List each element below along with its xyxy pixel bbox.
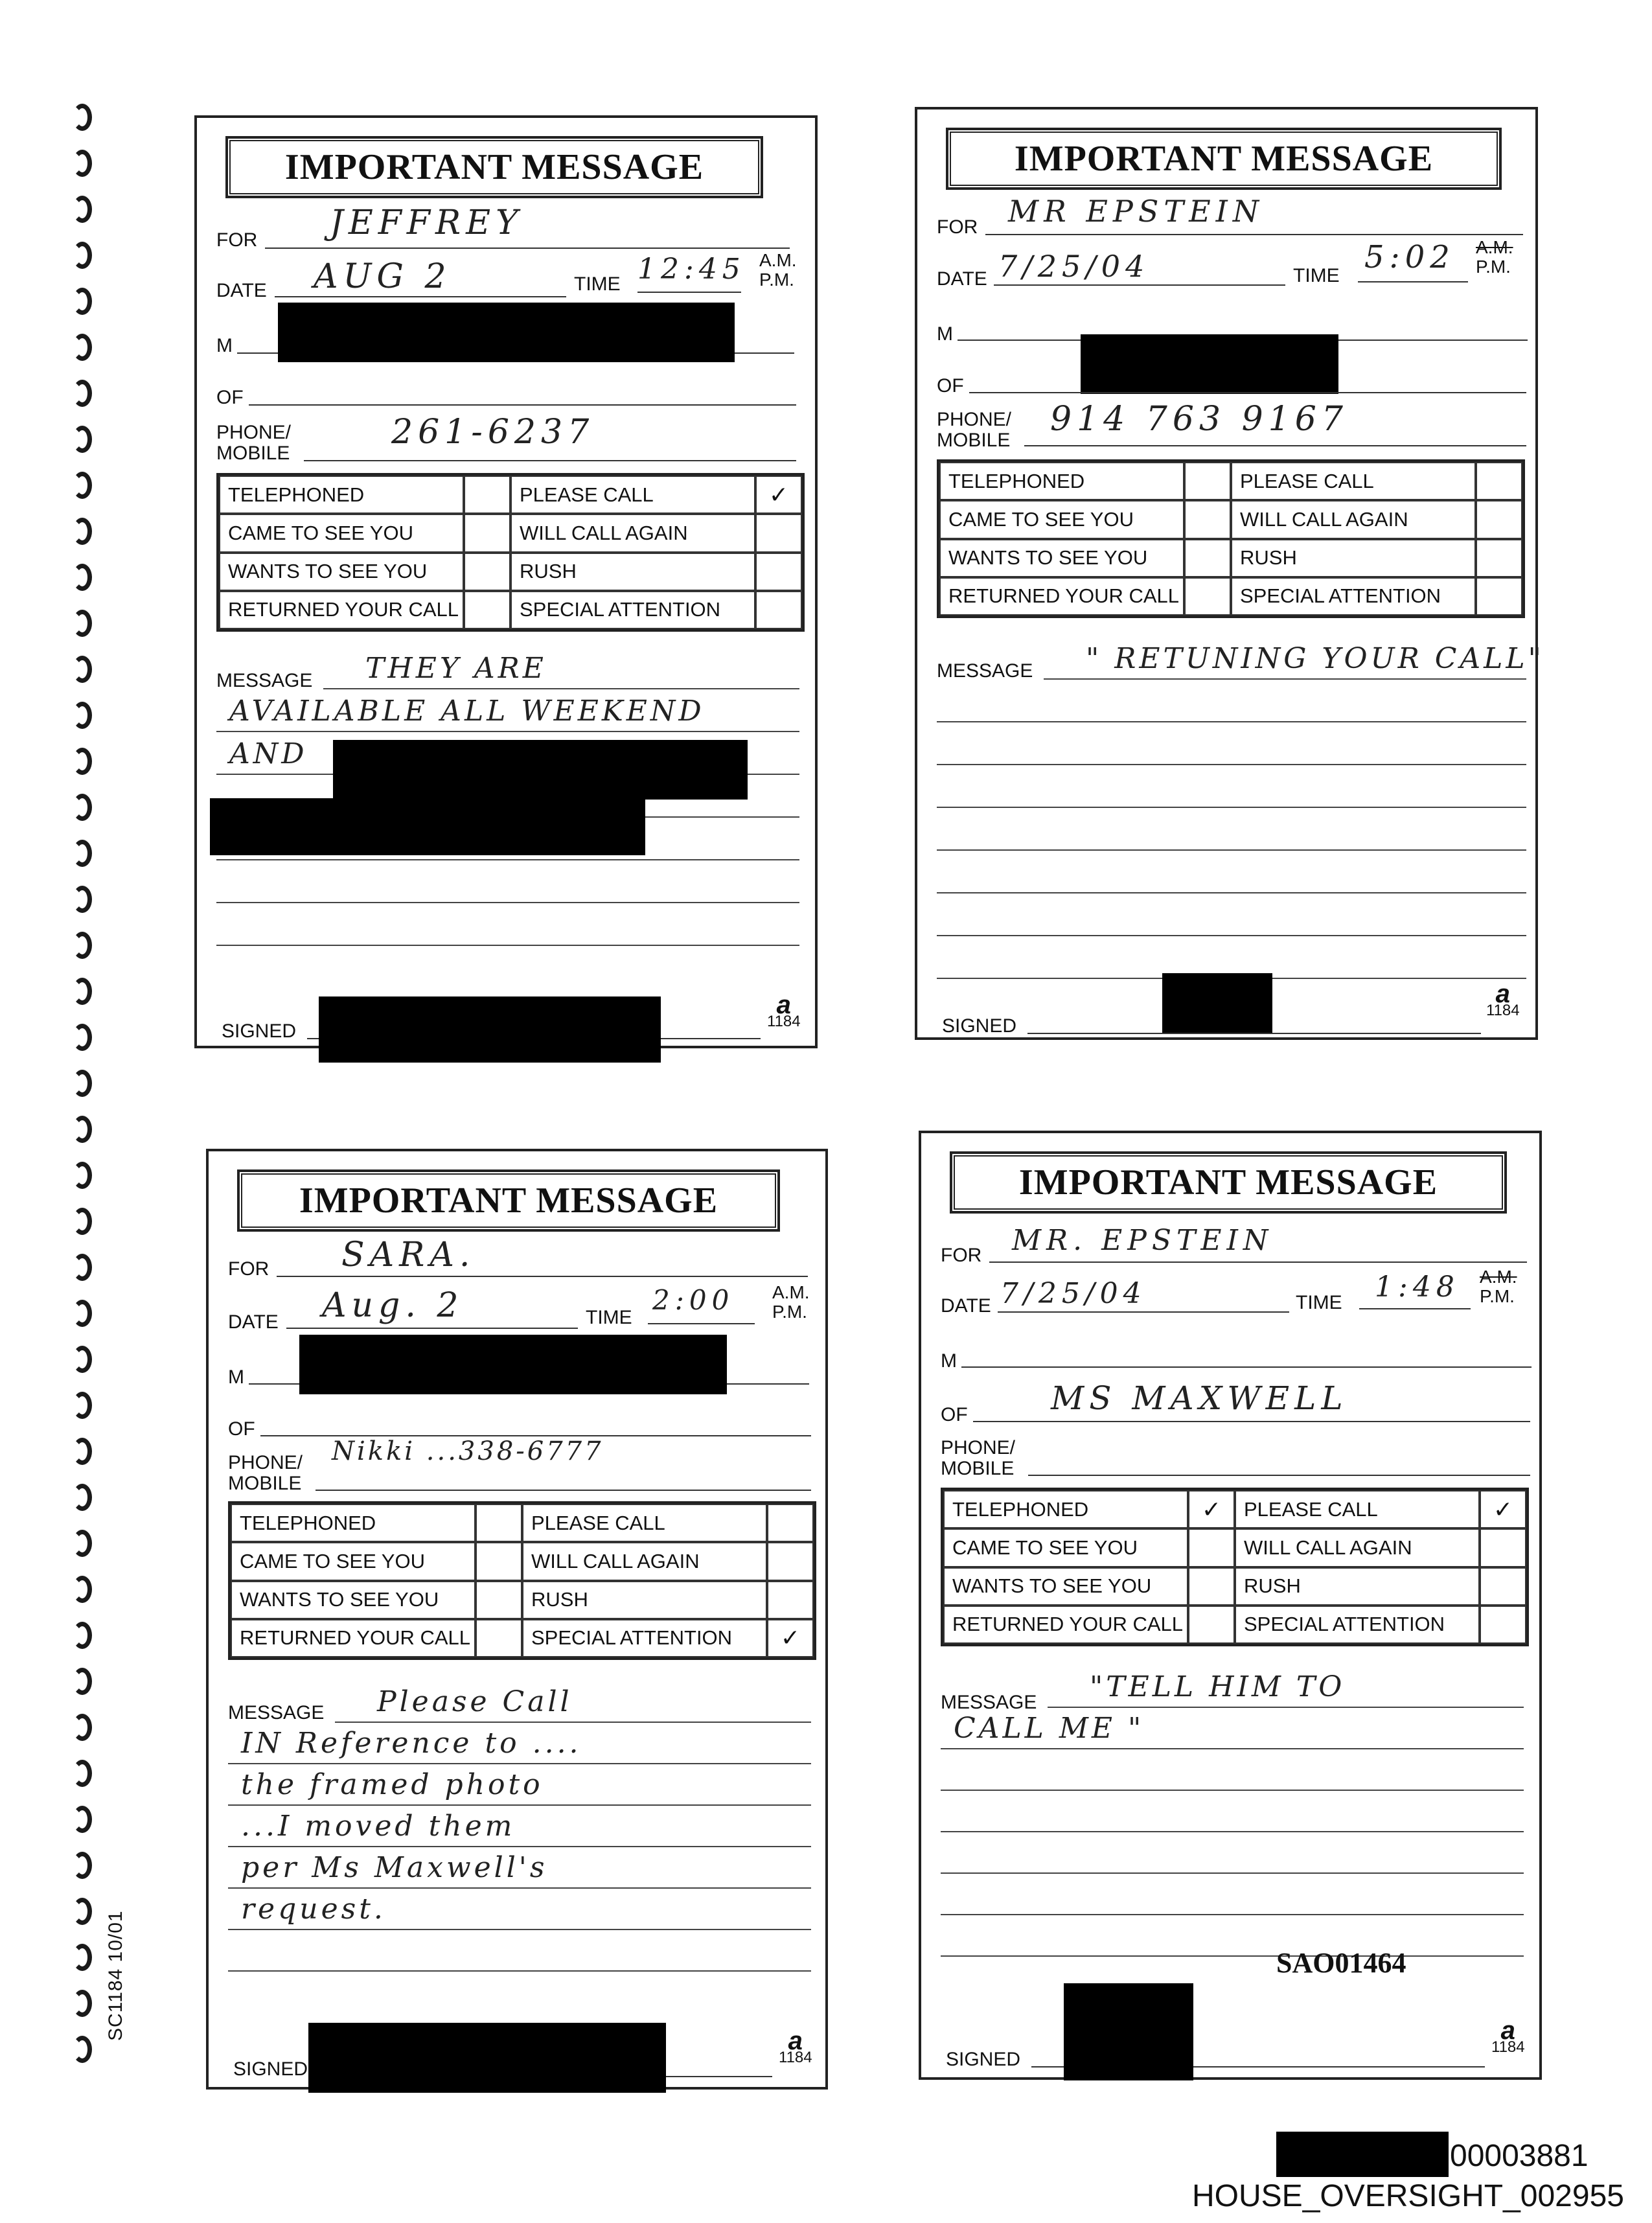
message-text: IN Reference to .... — [241, 1727, 582, 1760]
spiral-ring — [73, 1990, 92, 2017]
redaction — [1064, 1983, 1193, 2080]
time-label: TIME — [1296, 1292, 1342, 1313]
message-label: MESSAGE — [228, 1702, 325, 1723]
spiral-ring — [73, 1162, 92, 1189]
spiral-ring — [73, 1346, 92, 1373]
spiral-ring — [73, 794, 92, 821]
time-label: TIME — [1293, 265, 1340, 286]
am-pm: A.M. P.M. — [772, 1282, 810, 1322]
message-rule — [937, 849, 1526, 851]
spiral-ring — [73, 886, 92, 913]
checkbox — [1184, 500, 1231, 538]
redaction — [1162, 973, 1272, 1033]
message-text: ...I moved them — [241, 1810, 516, 1843]
date-label: DATE — [941, 1295, 991, 1317]
checkbox — [767, 1581, 814, 1619]
option-label: SPECIAL ATTENTION — [1235, 1606, 1480, 1644]
option-label: RETURNED YOUR CALL — [939, 577, 1184, 616]
message-rule — [228, 1763, 811, 1764]
spiral-ring — [73, 1576, 92, 1603]
time-label: TIME — [586, 1307, 632, 1328]
spiral-ring — [73, 610, 92, 637]
options-grid — [941, 1488, 1529, 1646]
date-label: DATE — [228, 1311, 279, 1333]
option-label: WANTS TO SEE YOU — [943, 1567, 1188, 1606]
spiral-binding — [67, 104, 100, 2099]
slip-title: IMPORTANT MESSAGE — [229, 140, 759, 194]
for-value: JEFFREY — [330, 203, 523, 242]
checkbox: ✓ — [1188, 1490, 1235, 1528]
spiral-ring — [73, 1300, 92, 1327]
spiral-ring — [73, 1760, 92, 1787]
spiral-ring — [73, 1254, 92, 1281]
option-label: PLEASE CALL — [1235, 1490, 1480, 1528]
checkbox — [755, 514, 802, 552]
spiral-ring — [73, 564, 92, 591]
signed-label: SIGNED — [942, 1015, 1017, 1037]
time-value: 5:02 — [1364, 239, 1455, 275]
message-rule — [941, 1914, 1524, 1915]
option-label: SPECIAL ATTENTION — [522, 1619, 767, 1657]
slip-title: IMPORTANT MESSAGE — [950, 132, 1498, 186]
message-rule — [937, 935, 1526, 936]
slip-header — [950, 1151, 1507, 1214]
spiral-ring — [73, 932, 92, 959]
option-label: WANTS TO SEE YOU — [231, 1581, 476, 1619]
option-label: WILL CALL AGAIN — [511, 514, 755, 552]
message-rule — [937, 892, 1526, 893]
message-text: request. — [241, 1893, 386, 1926]
spiral-ring — [73, 334, 92, 361]
option-label: SPECIAL ATTENTION — [511, 591, 755, 629]
spiral-ring — [73, 426, 92, 453]
logo: a 1184 — [1491, 2016, 1525, 2056]
checkbox: ✓ — [755, 476, 802, 514]
message-rule — [323, 688, 799, 689]
checkbox — [1184, 577, 1231, 616]
checkbox — [464, 476, 511, 514]
spiral-ring — [73, 1070, 92, 1097]
redaction — [333, 740, 748, 800]
message-rule — [335, 1722, 811, 1723]
message-text: per Ms Maxwell's — [241, 1851, 548, 1884]
message-rule — [216, 859, 799, 860]
phone-label: PHONE/ MOBILE — [941, 1437, 1016, 1479]
option-label: CAME TO SEE YOU — [231, 1542, 476, 1580]
option-label: RUSH — [511, 553, 755, 591]
checkbox — [1184, 539, 1231, 577]
checkbox — [1476, 500, 1522, 538]
message-label: MESSAGE — [937, 660, 1033, 682]
phone-label: PHONE/ MOBILE — [228, 1452, 303, 1494]
option-label: PLEASE CALL — [1231, 462, 1476, 500]
spiral-ring — [73, 1622, 92, 1649]
checkbox — [464, 553, 511, 591]
spiral-ring — [73, 288, 92, 315]
checkbox — [476, 1542, 522, 1580]
control-number: 00003881 — [1450, 2139, 1589, 2173]
spiral-ring — [73, 1806, 92, 1833]
sao-stamp: SAO01464 — [1276, 1947, 1406, 1979]
time-label: TIME — [574, 273, 621, 295]
option-label: RUSH — [1231, 539, 1476, 577]
slip-title: IMPORTANT MESSAGE — [954, 1155, 1503, 1210]
form-code: SC1184 10/01 — [105, 1910, 126, 2041]
spiral-ring — [73, 1208, 92, 1235]
phone-value: Nikki ...338-6777 — [332, 1436, 604, 1466]
message-rule — [228, 1970, 811, 1972]
option-label: PLEASE CALL — [522, 1504, 767, 1542]
option-label: TELEPHONED — [219, 476, 464, 514]
bates-number: HOUSE_OVERSIGHT_002955 — [1192, 2179, 1624, 2213]
option-label: WILL CALL AGAIN — [522, 1542, 767, 1580]
checkbox: ✓ — [1480, 1490, 1526, 1528]
signed-label: SIGNED — [222, 1020, 297, 1042]
for-label: FOR — [941, 1245, 982, 1266]
checkbox — [755, 553, 802, 591]
signed-label: SIGNED — [233, 2058, 308, 2080]
option-label: WANTS TO SEE YOU — [219, 553, 464, 591]
message-slip-3 — [206, 1149, 828, 2090]
for-label: FOR — [937, 216, 978, 238]
message-label: MESSAGE — [216, 670, 313, 691]
checkbox — [1480, 1528, 1526, 1567]
m-label: M — [937, 323, 953, 345]
am-pm: A.M. P.M. — [759, 250, 797, 290]
signed-label: SIGNED — [946, 2049, 1021, 2070]
option-label: WILL CALL AGAIN — [1231, 500, 1476, 538]
spiral-ring — [73, 1438, 92, 1465]
checkbox — [1476, 539, 1522, 577]
logo: a 1184 — [1486, 980, 1520, 1019]
option-label: RETURNED YOUR CALL — [943, 1606, 1188, 1644]
of-label: OF — [228, 1418, 255, 1440]
redaction — [210, 798, 645, 855]
spiral-ring — [73, 2036, 92, 2063]
date-value: 7/25/04 — [1000, 1277, 1147, 1310]
message-slip-1 — [194, 115, 818, 1048]
option-label: PLEASE CALL — [511, 476, 755, 514]
checkbox — [1188, 1606, 1235, 1644]
checkbox — [1188, 1567, 1235, 1606]
option-label: RUSH — [522, 1581, 767, 1619]
message-rule — [941, 1748, 1524, 1749]
for-value: MR EPSTEIN — [1008, 194, 1265, 229]
am-pm: A.M. P.M. — [1476, 237, 1513, 277]
message-rule — [1048, 1707, 1524, 1708]
time-value: 2:00 — [652, 1284, 735, 1316]
message-text: " RETUNING YOUR CALL" — [1086, 642, 1544, 675]
message-rule — [228, 1929, 811, 1930]
option-label: TELEPHONED — [231, 1504, 476, 1542]
date-label: DATE — [937, 268, 987, 290]
checkbox: ✓ — [767, 1619, 814, 1657]
spiral-ring — [73, 978, 92, 1005]
spiral-ring — [73, 1024, 92, 1051]
checkbox — [464, 591, 511, 629]
option-label: RETURNED YOUR CALL — [219, 591, 464, 629]
spiral-ring — [73, 748, 92, 775]
spiral-ring — [73, 702, 92, 729]
message-text: AVAILABLE ALL WEEKEND — [229, 695, 705, 728]
message-text: CALL ME " — [954, 1712, 1145, 1745]
checkbox — [464, 514, 511, 552]
date-value: 7/25/04 — [998, 249, 1150, 284]
spiral-ring — [73, 150, 92, 177]
options-grid — [937, 459, 1525, 618]
message-slip-4 — [919, 1131, 1542, 2080]
message-rule — [216, 945, 799, 946]
message-rule — [941, 1831, 1524, 1832]
message-rule — [216, 731, 799, 732]
m-label: M — [216, 335, 233, 356]
options-grid — [228, 1501, 816, 1660]
phone-label: PHONE/ MOBILE — [216, 422, 292, 464]
spiral-ring — [73, 518, 92, 545]
time-value: 1:48 — [1375, 1271, 1460, 1304]
message-text: THEY ARE — [365, 652, 547, 685]
message-rule — [1044, 678, 1526, 680]
redaction — [278, 303, 735, 362]
message-rule — [228, 1804, 811, 1806]
spiral-ring — [73, 1484, 92, 1511]
option-label: CAME TO SEE YOU — [939, 500, 1184, 538]
of-value: MS MAXWELL — [1051, 1379, 1348, 1417]
message-rule — [228, 1887, 811, 1889]
option-label: CAME TO SEE YOU — [943, 1528, 1188, 1567]
option-label: TELEPHONED — [939, 462, 1184, 500]
message-text: the framed photo — [241, 1768, 544, 1801]
checkbox — [1480, 1567, 1526, 1606]
of-label: OF — [216, 387, 244, 408]
option-label: RUSH — [1235, 1567, 1480, 1606]
spiral-ring — [73, 1668, 92, 1695]
message-rule — [228, 1846, 811, 1847]
message-slip-2 — [915, 107, 1544, 1040]
of-label: OF — [937, 375, 964, 397]
message-rule — [937, 764, 1526, 765]
checkbox — [1476, 577, 1522, 616]
spiral-ring — [73, 472, 92, 499]
spiral-ring — [73, 656, 92, 683]
time-value: 12:45 — [637, 253, 746, 286]
date-value: AUG 2 — [314, 257, 452, 296]
logo: a 1184 — [779, 2027, 812, 2066]
m-label: M — [228, 1366, 244, 1388]
redaction — [319, 996, 661, 1063]
for-value: MR. EPSTEIN — [1012, 1224, 1274, 1257]
message-rule — [216, 902, 799, 903]
option-label: WILL CALL AGAIN — [1235, 1528, 1480, 1567]
slip-header — [237, 1169, 780, 1232]
phone-label: PHONE/ MOBILE — [937, 409, 1012, 451]
for-value: SARA. — [341, 1236, 476, 1274]
option-label: WANTS TO SEE YOU — [939, 539, 1184, 577]
spiral-ring — [73, 1392, 92, 1419]
spiral-ring — [73, 196, 92, 223]
checkbox — [1184, 462, 1231, 500]
message-text: "TELL HIM TO — [1090, 1670, 1346, 1703]
date-value: Aug. 2 — [322, 1286, 464, 1325]
slip-header — [225, 136, 763, 198]
redaction — [1276, 2132, 1449, 2177]
message-rule — [941, 1790, 1524, 1791]
message-text: Please Call — [377, 1685, 573, 1718]
spiral-ring — [73, 1944, 92, 1971]
checkbox — [476, 1504, 522, 1542]
message-text: AND — [229, 737, 308, 770]
checkbox — [476, 1619, 522, 1657]
message-label: MESSAGE — [941, 1692, 1037, 1713]
phone-value: 261-6237 — [391, 413, 595, 452]
spiral-ring — [73, 1116, 92, 1143]
spiral-ring — [73, 1852, 92, 1879]
for-label: FOR — [216, 229, 258, 251]
option-label: TELEPHONED — [943, 1490, 1188, 1528]
option-label: RETURNED YOUR CALL — [231, 1619, 476, 1657]
checkbox — [1188, 1528, 1235, 1567]
spiral-ring — [73, 242, 92, 269]
spiral-ring — [73, 104, 92, 131]
redaction — [308, 2023, 666, 2093]
redaction — [299, 1335, 727, 1394]
checkbox — [1476, 462, 1522, 500]
slip-title: IMPORTANT MESSAGE — [241, 1173, 776, 1228]
phone-value: 914 763 9167 — [1050, 400, 1348, 439]
checkbox — [1480, 1606, 1526, 1644]
options-grid — [216, 473, 805, 632]
for-label: FOR — [228, 1258, 270, 1280]
checkbox — [755, 591, 802, 629]
spiral-ring — [73, 380, 92, 407]
am-pm: A.M. P.M. — [1480, 1267, 1517, 1306]
spiral-ring — [73, 1530, 92, 1557]
of-label: OF — [941, 1404, 968, 1425]
message-rule — [937, 721, 1526, 722]
date-label: DATE — [216, 280, 267, 301]
spiral-ring — [73, 840, 92, 867]
message-rule — [941, 1955, 1524, 1957]
spiral-ring — [73, 1898, 92, 1925]
option-label: CAME TO SEE YOU — [219, 514, 464, 552]
checkbox — [767, 1542, 814, 1580]
logo: a 1184 — [767, 991, 801, 1030]
message-rule — [937, 807, 1526, 808]
redaction — [1081, 334, 1338, 394]
spiral-ring — [73, 1714, 92, 1741]
option-label: SPECIAL ATTENTION — [1231, 577, 1476, 616]
slip-header — [946, 128, 1502, 190]
m-label: M — [941, 1350, 957, 1372]
message-rule — [941, 1872, 1524, 1874]
checkbox — [476, 1581, 522, 1619]
checkbox — [767, 1504, 814, 1542]
